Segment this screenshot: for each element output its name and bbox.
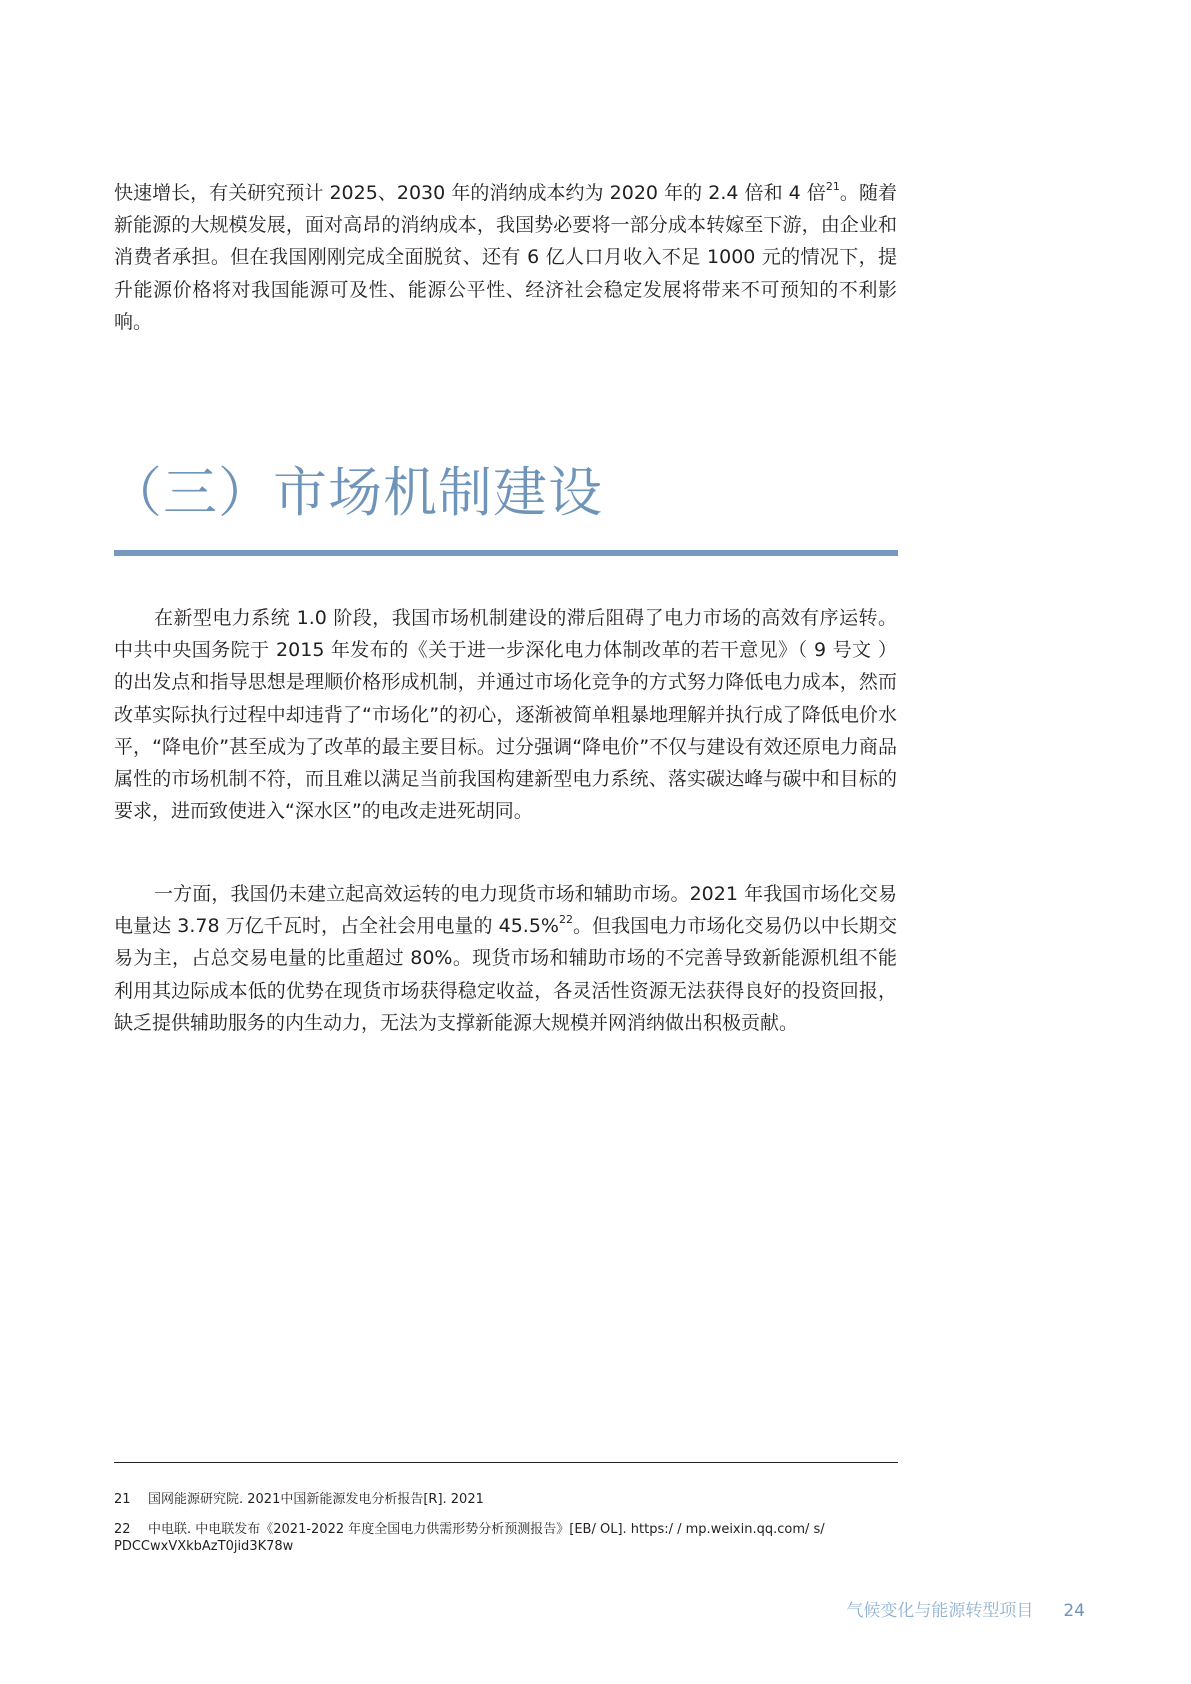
footnote-22 — [114, 1521, 904, 1555]
section-title: （三）市场机制建设 — [108, 461, 603, 524]
footnote-ref-22[interactable]: 22 — [558, 913, 573, 927]
paragraph-2: 在新型电力系统 1.0 阶段，我国市场机制建设的滞后阻碍了电力市场的高效有序运转。中共中央国务院于 2015 年发布的《关于进一步深化电力体制改革的若干意见》（ 9 号文 ）的出发点和指导思想是理顺价格形成机制，并通过市场化竞争的方式努力降低电力成本，然而改革实际执行过程中却违背了“市场化”的初心，逐渐被简单粗暴地理解并执行成了降低电价水平，“降电价”甚至成为了改革的最主要目标。过分强调“降电价”不仅与建设有效还原电力商品属性的市场机制不符，而且难以满足当前我国构建新型电力系统、落实碳达峰与碳中和目标的要求，进而致使进入“深水区”的电改走进死胡同。 — [114, 607, 897, 823]
footnote-divider — [114, 1462, 898, 1463]
paragraph-1-text-a: 快速增长，有关研究预计 2025、2030 年的消纳成本约为 2020 年的 2.4 倍和 4 倍 — [114, 182, 826, 204]
paragraph-1-text-b: 。随着新能源的大规模发展，面对高昂的消纳成本，我国势必要将一部分成本转嫁至下游，由企业和消费者承担。但在我国刚刚完成全面脱贫、还有 6 亿人口月收入不足 1000 元的情况下，提升能源价格将对我国能源可及性、能源公平性、经济社会稳定发展将带来不可预知的不利影响。 — [114, 182, 897, 333]
paragraph-3-text-b: 。但我国电力市场化交易仍以中长期交易为主，占总交易电量的比重超过 80%。现货市场和辅助市场的不完善导致新能源机组不能利用其边际成本低的优势在现货市场获得稳定收益，各灵活性资源无法获得良好的投资回报，缺乏提供辅助服务的内生动力，无法为支撑新能源大规模并网消纳做出积极贡献。 — [114, 915, 897, 1034]
paragraph-3 — [114, 878, 897, 1039]
paragraph-3-text-a: 一方面，我国仍未建立起高效运转的电力现货市场和辅助市场。2021 年我国市场化交易电量达 3.78 万亿千瓦时，占全社会用电量的 45.5% — [114, 883, 897, 938]
footnote-ref-21[interactable]: 21 — [825, 180, 840, 193]
footer-project-name: 气候变化与能源转型项目 — [846, 1601, 1034, 1621]
page-number: 24 — [1063, 1601, 1085, 1621]
footnote-text: 中电联. 中电联发布《2021-2022 年度全国电力供需形势分析预测报告》[EB/ OL]. https:/ / mp.weixin.qq.com/ s/ PDCCwxVXkbAzT0jid3K78w — [114, 1522, 825, 1554]
footnote-number: 21 — [114, 1492, 131, 1507]
page-footer — [846, 1596, 1085, 1621]
section-title-rule — [114, 550, 898, 556]
paragraph-1 — [114, 177, 897, 338]
footnote-number: 22 — [114, 1522, 131, 1537]
footnote-21 — [114, 1491, 904, 1508]
footnote-text: 国网能源研究院. 2021中国新能源发电分析报告[R]. 2021 — [148, 1492, 484, 1507]
